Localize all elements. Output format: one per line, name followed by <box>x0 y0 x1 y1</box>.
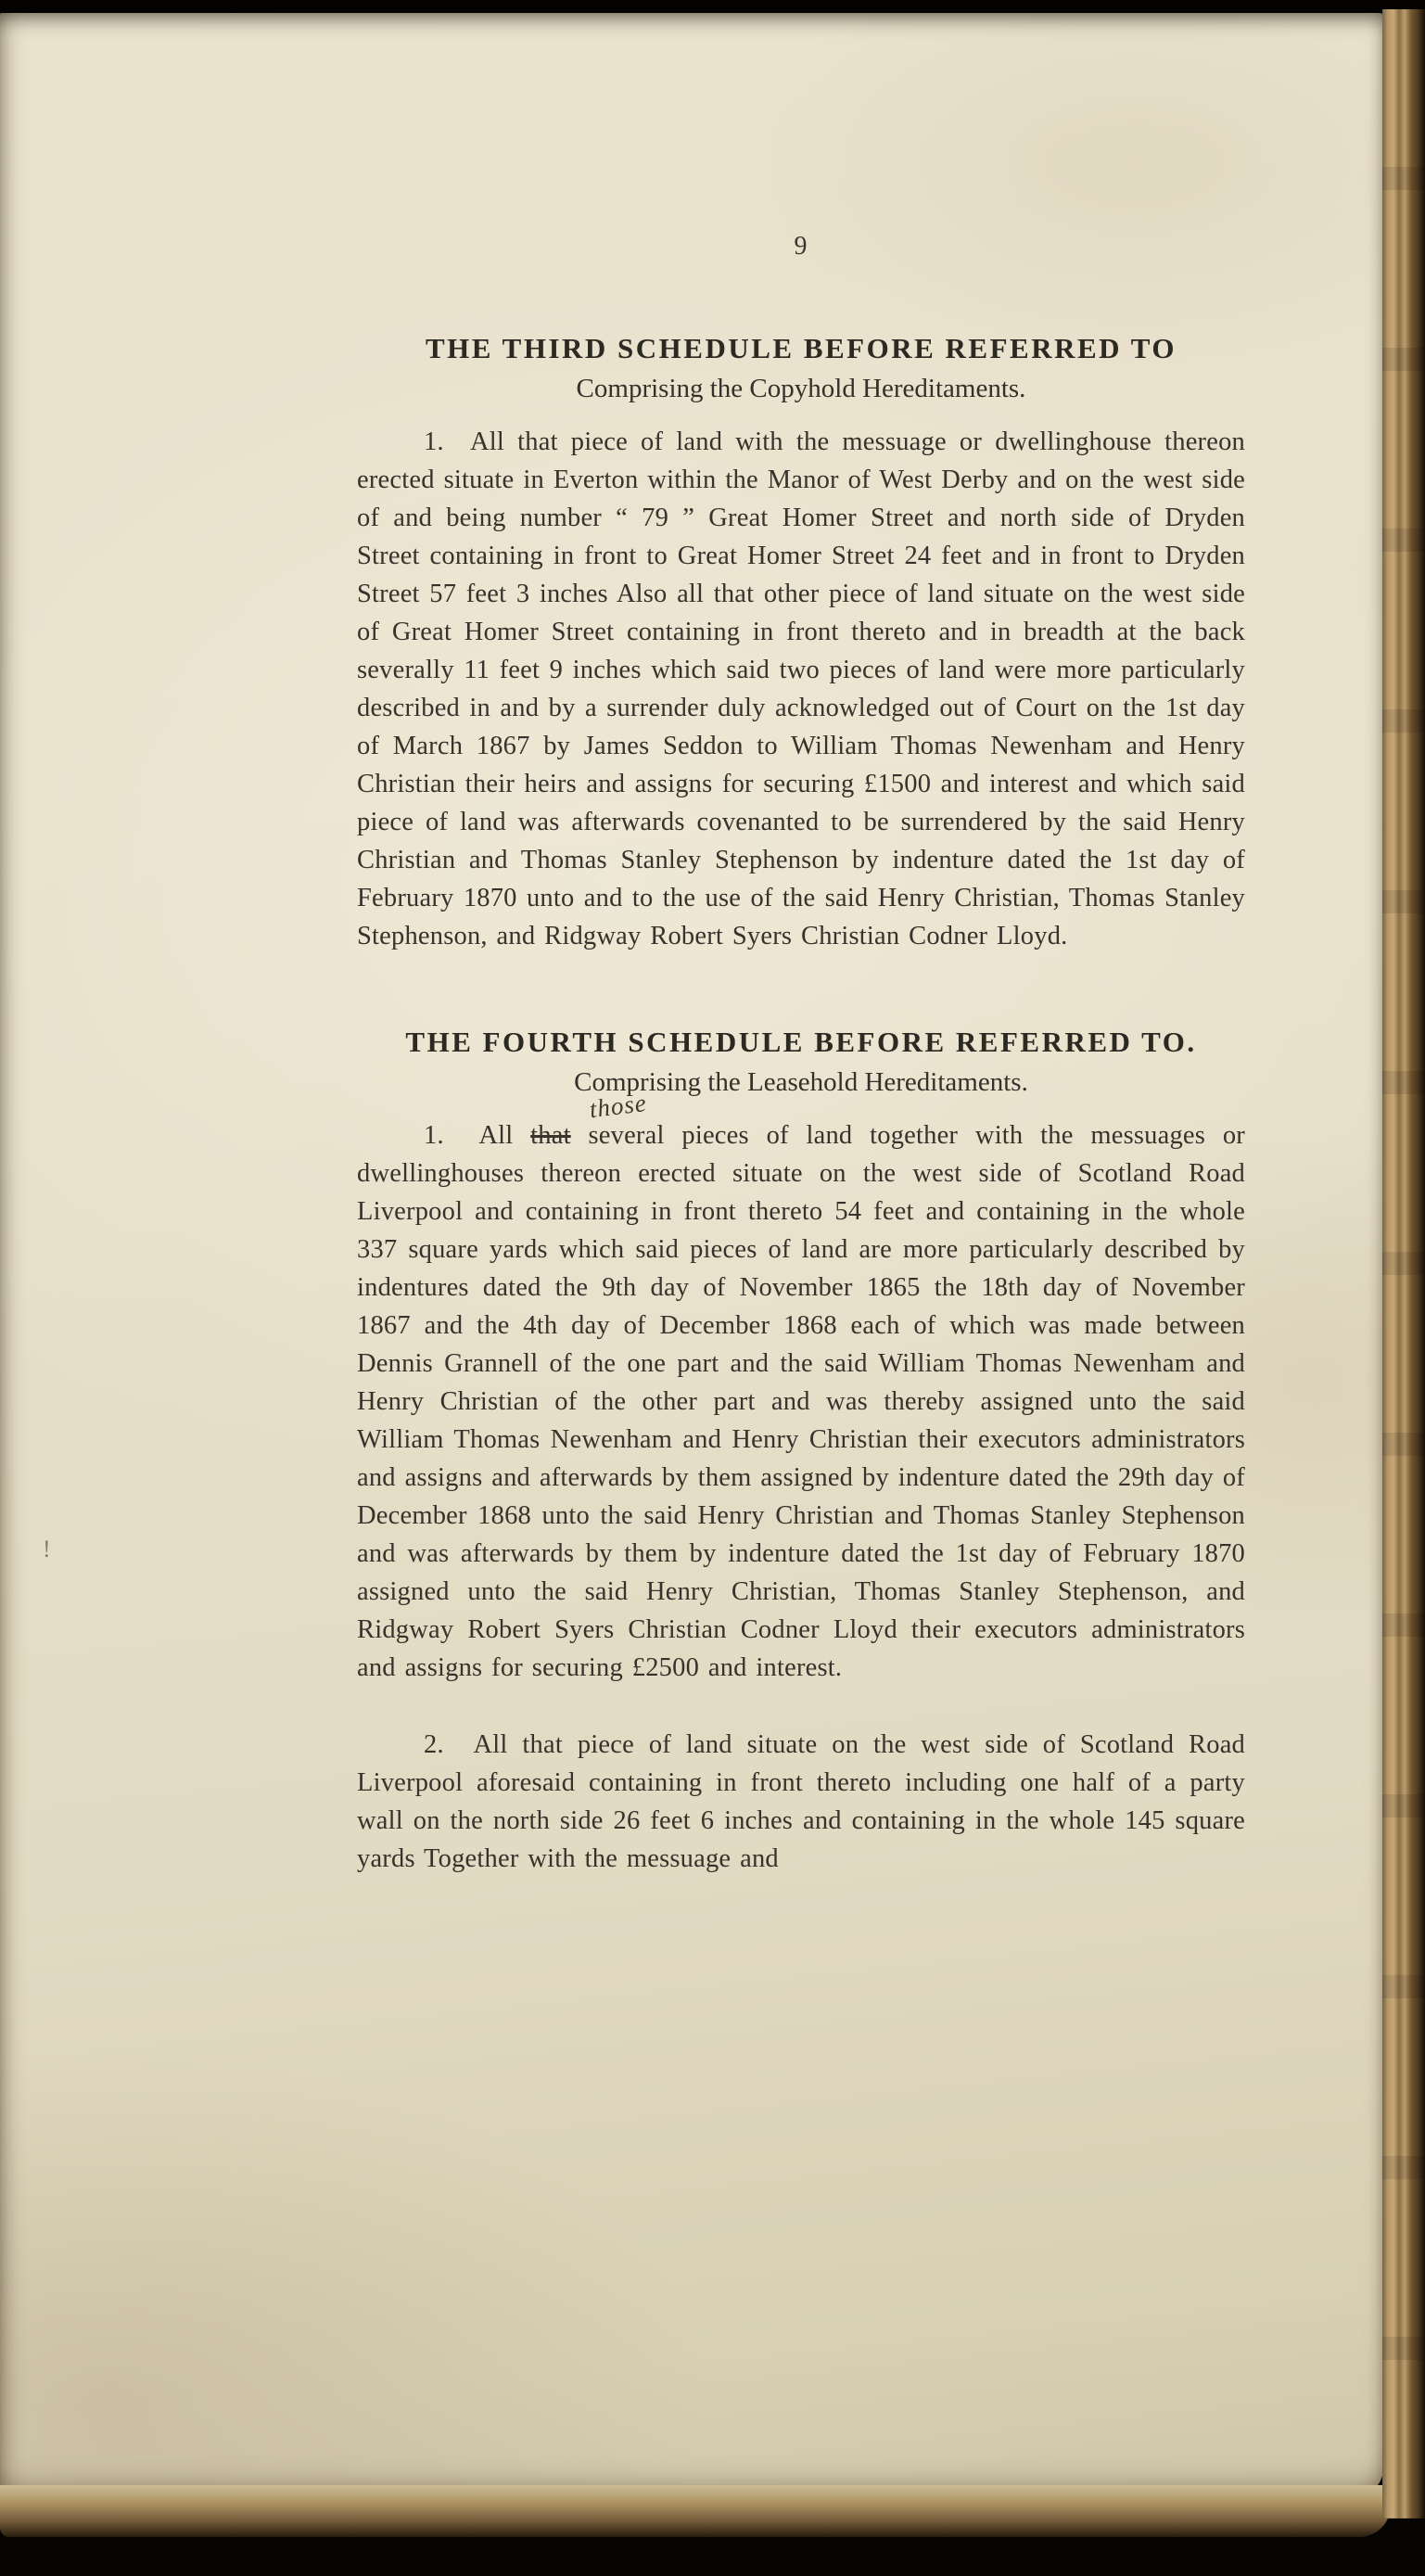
handwritten-correction-word: those <box>588 1088 649 1124</box>
book-page-edges-right <box>1382 9 1425 2519</box>
book-page-edges-bottom <box>0 2485 1391 2537</box>
manuscript-correction <box>530 1088 649 1150</box>
fourth-schedule-paragraph-1 <box>357 1088 1245 1687</box>
third-schedule-section <box>357 332 1245 955</box>
paragraph-text-after: several pieces of land together with the messuages or dwellinghouses thereon erected situate on the west side of Scotland Road Liverpool and containing in front thereto 54 feet and containing in the whole 337 square yards which said pieces of land are more particularly described by indentures dated the 9th day of November 1865 the 18th day of November 1867 and the 4th day of December 1868 each of which was made between Dennis Grannell of the one part and the said William Thomas Newenham and Henry Christian of the other part and was thereby assigned unto the said William Thomas Newenham and Henry Christian their executors administrators and assigns and afterwards by them assigned by indenture dated the 29th day of December 1868 unto the said Henry Christian and Thomas Stanley Stephenson and was afterwards by them by indenture dated the 1st day of February 1870 assigned unto the said Henry Christian, Thomas Stanley Stephenson, and Ridgway Robert Syers Christian Codner Lloyd their executors administrators and assigns for securing £2500 and interest. <box>357 1121 1245 1682</box>
printed-text-block <box>357 13 1245 1878</box>
paragraph-text-before: 1. All <box>424 1121 531 1150</box>
struck-word: that <box>530 1121 571 1150</box>
document-page <box>0 13 1383 2496</box>
page-number: 9 <box>794 232 808 261</box>
third-schedule-subheading: Comprising the Copyhold Hereditaments. <box>576 374 1026 403</box>
margin-pencil-mark: ! <box>43 1536 51 1562</box>
third-schedule-paragraph-1: 1. All that piece of land with the messuage or dwellinghouse thereon erected situate in Everton within the Manor of West Derby and on the west side of and being number “ 79 ” Great Homer Street and north side of Dryden Street containing in front to Great Homer Street 24 feet and in front to Dryden Street 57 feet 3 inches Also all that other piece of land situate on the west side of Great Homer Street containing in front thereto and in breadth at the back severally 11 feet 9 inches which said two pieces of land were more particularly described in and by a surrender duly acknowledged out of Court on the 1st day of March 1867 by James Seddon to William Thomas Newenham and Henry Christian their heirs and assigns for securing £1500 and interest and which said piece of land was afterwards covenanted to be surrendered by the said Henry Christian and Thomas Stanley Stephenson by indenture dated the 1st day of February 1870 unto and to the use of the said Henry Christian, Thomas Stanley Stephenson, and Ridgway Robert Syers Christian Codner Lloyd. <box>357 427 1245 950</box>
fourth-schedule-heading: THE FOURTH SCHEDULE BEFORE REFERRED TO. <box>405 1026 1197 1058</box>
fourth-schedule-subheading: Comprising the Leasehold Hereditaments. <box>574 1067 1028 1097</box>
fourth-schedule-paragraph-2: 2. All that piece of land situate on the west side of Scotland Road Liverpool aforesaid containing in front thereto including one half of a party wall on the north side 26 feet 6 inches and containing in the whole 145 square yards Together with the messuage and <box>357 1730 1245 1873</box>
third-schedule-heading: THE THIRD SCHEDULE BEFORE REFERRED TO <box>426 332 1177 364</box>
fourth-schedule-section <box>357 1026 1245 1878</box>
